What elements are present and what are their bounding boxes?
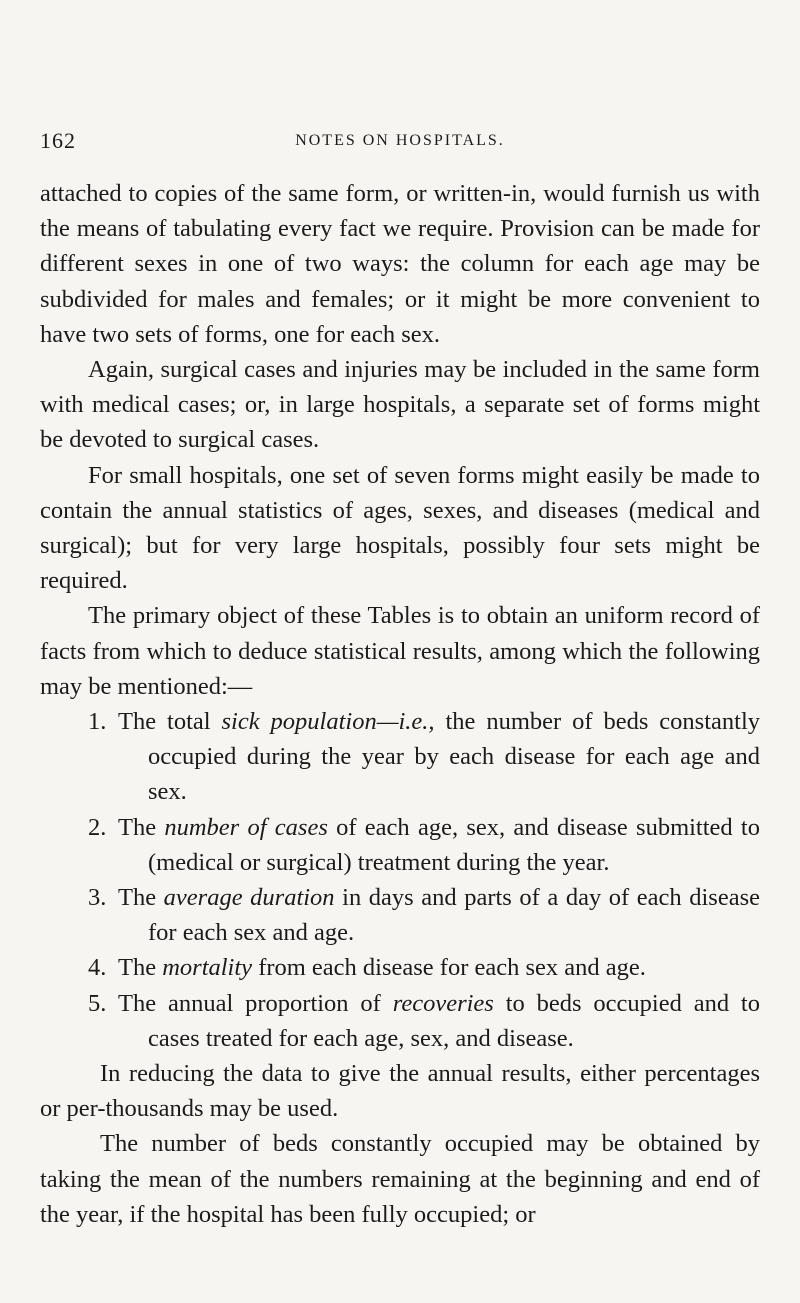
list-item-text-after: the number of beds constantly occupied during the year by each disease for each age and sex.: [148, 708, 760, 806]
list-item-text-before: The: [118, 954, 163, 982]
list-item-text-after: to beds occupied and to cases treated for each age, sex, and disease.: [148, 989, 760, 1052]
running-head: NOTES ON HOSPITALS.: [295, 132, 505, 149]
body-text: [40, 176, 760, 1232]
list-item-number: 4.: [88, 954, 107, 982]
list-item-emphasis: mortality: [162, 954, 253, 982]
page-header: [40, 128, 760, 158]
results-list: [40, 704, 760, 1056]
list-item-emphasis: recoveries: [392, 989, 494, 1017]
list-item: [40, 986, 760, 1056]
list-item-text-before: The total: [118, 708, 222, 736]
paragraph-small-hospitals: For small hospitals, one set of seven forms might easily be made to contain the annual statistics of ages, sexes, and diseases (medical and surgical); but for very large hospitals, possibly four sets might be required.: [40, 461, 760, 595]
list-item-emphasis: number of cases: [164, 813, 328, 841]
list-item-number: 1.: [88, 708, 107, 736]
list-item: [40, 704, 760, 810]
list-item-text-after: of each age, sex, and disease submitted to (medical or surgical) treatment during the year.: [148, 813, 760, 876]
paragraph-primary-object: The primary object of these Tables is to obtain an uniform record of facts from which to deduce statistical results, among which the following may be mentioned:—: [40, 602, 760, 700]
list-item-text-before: The annual proportion of: [118, 989, 393, 1017]
list-item-text-before: The: [118, 813, 165, 841]
list-item-text-before: The: [118, 884, 164, 912]
list-item-emphasis: sick population—i.e.,: [221, 708, 435, 736]
list-item-emphasis: average duration: [163, 884, 335, 912]
page-number: 162: [40, 128, 76, 153]
list-item-text-after: from each disease for each sex and age.: [252, 954, 646, 982]
list-item-number: 5.: [88, 989, 107, 1017]
paragraph-continuation: attached to copies of the same form, or written-in, would furnish us with the means of tabulating every fact we require. Provision can be made for different sexes in one of two ways: the column for each age may be subdivided for males and females; or it might be more convenient to have two sets of forms, one for each sex.: [40, 180, 760, 348]
list-item-text-after: in days and parts of a day of each disease for each sex and age.: [148, 884, 760, 947]
paragraph-surgical: Again, surgical cases and injuries may be included in the same form with medical cases; or, in large hospitals, a separate set of forms might be devoted to surgical cases.: [40, 356, 760, 454]
list-item-number: 2.: [88, 813, 107, 841]
list-item: [40, 950, 760, 985]
paragraph-beds-occupied: The number of beds constantly occupied may be obtained by taking the mean of the numbers remaining at the beginning and end of the year, if the hospital has been fully occupied; or: [40, 1130, 760, 1228]
paragraph-reducing-data: In reducing the data to give the annual results, either percentages or per-thousands may be used.: [40, 1060, 760, 1123]
list-item: [40, 880, 760, 950]
list-item-number: 3.: [88, 884, 107, 912]
list-item: [40, 810, 760, 880]
